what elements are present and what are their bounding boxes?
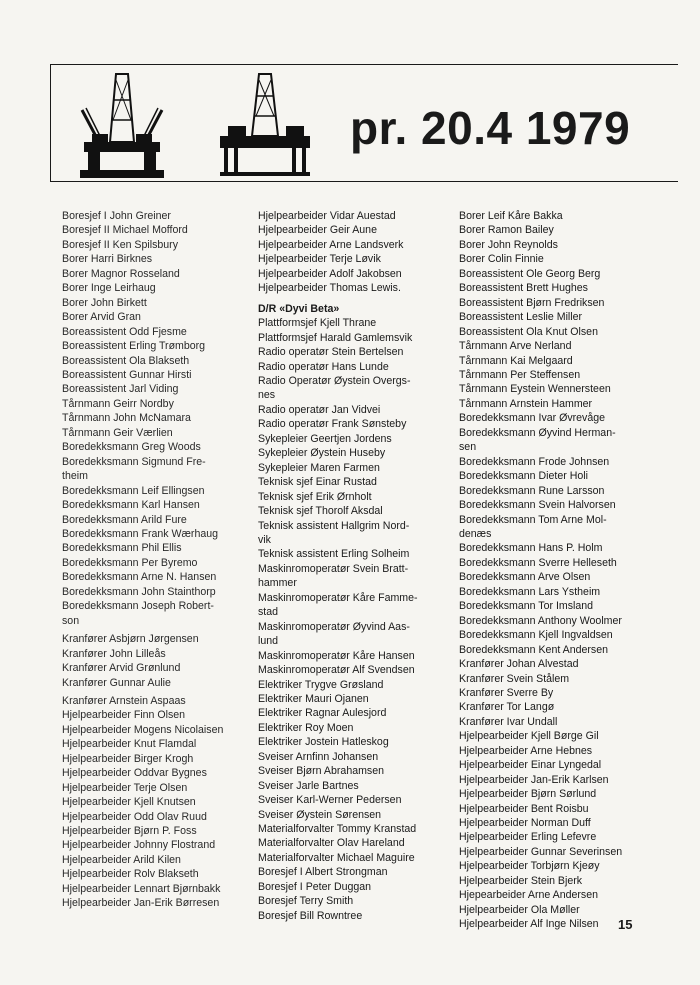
crew-line: hammer <box>258 577 297 590</box>
crew-line: Teknisk sjef Thorolf Aksdal <box>258 505 383 518</box>
crew-line: Teknisk assistent Erling Solheim <box>258 548 410 561</box>
crew-line: Boresjef I Peter Duggan <box>258 880 372 893</box>
crew-line: denæs <box>459 527 492 540</box>
crew-line: Borer Ramon Bailey <box>459 224 554 237</box>
crew-line: Hjelpearbeider Bjørn P. Foss <box>62 825 197 838</box>
crew-line: Kranfører Asbjørn Jørgensen <box>62 633 199 646</box>
crew-line: Hjelpearbeider Finn Olsen <box>62 709 186 722</box>
crew-line: Hjelpearbeider Terje Løvik <box>258 253 381 266</box>
crew-line: vik <box>258 533 271 546</box>
crew-line: Hjelpearbeider Norman Duff <box>459 817 591 830</box>
crew-line: Tårnmann Geirr Nordby <box>62 397 174 410</box>
crew-line: Borer John Reynolds <box>459 238 558 251</box>
crew-line: Boresjef Terry Smith <box>258 895 354 908</box>
crew-line: Radio Operatør Øystein Overgs- <box>258 374 411 387</box>
crew-line: Boreassistent Gunnar Hirsti <box>62 368 192 381</box>
crew-line: Borer Colin Finnie <box>459 253 544 266</box>
crew-line: Hjelpearbeider Arne Hebnes <box>459 744 593 757</box>
crew-line: Hjelpearbeider Thomas Lewis. <box>258 282 401 295</box>
crew-line: Boredekksmann Frode Johnsen <box>459 455 610 468</box>
crew-line: Boredekksmann Svein Halvorsen <box>459 499 616 512</box>
crew-line: Kranfører Ivar Undall <box>459 715 558 728</box>
crew-line: Hjelpearbeider Bent Roisbu <box>459 802 589 815</box>
crew-list-continued <box>258 209 448 296</box>
crew-line: Teknisk sjef Einar Rustad <box>258 476 377 489</box>
crew-line: Radio operatør Hans Lunde <box>258 360 389 373</box>
crew-line: Kranfører Arvid Grønlund <box>62 662 181 675</box>
crew-line: Boredekksmann Karl Hansen <box>62 499 200 512</box>
crew-line: Elektriker Jostein Hatleskog <box>258 736 389 749</box>
crew-line: Hjelpearbeider Birger Krogh <box>62 752 194 765</box>
crew-line: Hjelpearbeider Jan-Erik Karlsen <box>459 773 609 786</box>
crew-line: Tårnmann Eystein Wennersteen <box>459 383 611 396</box>
crew-line: Boreassistent Ole Georg Berg <box>459 267 601 280</box>
crew-line: Borer Arvid Gran <box>62 311 141 324</box>
crew-line: Tårnmann Arve Nerland <box>459 340 572 353</box>
crew-line: Hjelpearbeider Arne Landsverk <box>258 238 404 251</box>
crew-line: Hjelpearbeider Oddvar Bygnes <box>62 767 207 780</box>
crew-line: Boredekksmann Arild Fure <box>62 513 187 526</box>
crew-line: Boredekksmann Tom Arne Mol- <box>459 513 607 526</box>
crew-line: Sykepleier Geertjen Jordens <box>258 432 392 445</box>
crew-line: Boresjef I John Greiner <box>62 210 171 222</box>
crew-line: Boredekksmann Lars Ystheim <box>459 585 601 598</box>
crew-line: Hjelpearbeider Rolv Blakseth <box>62 868 199 881</box>
crew-line: Borer Inge Leirhaug <box>62 282 156 295</box>
crew-line: Boreassistent Jarl Viding <box>62 383 179 396</box>
crew-line: Borer Leif Kåre Bakka <box>459 210 563 222</box>
crew-line: Boreassistent Ola Knut Olsen <box>459 325 598 338</box>
crew-line: Boresjef I Albert Strongman <box>258 866 388 879</box>
semi-submersible-rig-icon <box>72 70 172 180</box>
crew-line: Tårnmann Arnstein Hammer <box>459 397 593 410</box>
crew-line: Hjepearbeider Arne Andersen <box>459 889 598 902</box>
crew-column-2 <box>258 209 448 923</box>
crew-line: Tårnmann Kai Melgaard <box>459 354 573 367</box>
crew-line: Kranfører Tor Langø <box>459 701 555 714</box>
crew-line: Materialforvalter Tommy Kranstad <box>258 823 417 836</box>
crew-line: Sykepleier Maren Farmen <box>258 461 380 474</box>
crew-line: Boresjef II Michael Mofford <box>62 224 188 237</box>
crew-line: Boresjef II Ken Spilsbury <box>62 238 178 251</box>
crew-line: Hjelpearbeider Torbjørn Kjeøy <box>459 860 600 873</box>
crew-line: Hjelpearbeider Arild Kilen <box>62 853 181 866</box>
crew-line: Hjelpearbeider Terje Olsen <box>62 781 188 794</box>
crew-line: son <box>62 614 80 627</box>
crew-line: Teknisk assistent Hallgrim Nord- <box>258 519 410 532</box>
crew-line: Elektriker Roy Moen <box>258 721 354 734</box>
crew-line: Maskinromoperatør Øyvind Aas- <box>258 620 410 633</box>
crew-line: Radio operatør Frank Sønsteby <box>258 418 407 431</box>
crew-line: Boredekksmann Greg Woods <box>62 441 201 454</box>
crew-line: Boreassistent Ola Blakseth <box>62 354 190 367</box>
crew-line: Boredekksmann Kent Andersen <box>459 643 608 656</box>
crew-line: Kranfører Arnstein Aspaas <box>62 694 186 707</box>
section-heading-dyvi-beta: D/R «Dyvi Beta» <box>258 302 340 315</box>
crew-list-dyvi-beta <box>258 316 448 923</box>
crew-line: Boredekksmann Dieter Holi <box>459 470 588 483</box>
crew-line: Kranfører John Lilleås <box>62 647 166 660</box>
crew-line: Boredekksmann Øyvind Herman- <box>459 426 616 439</box>
crew-line: Boredekksmann Tor Imsland <box>459 600 594 613</box>
crew-line: Boredekksmann Anthony Woolmer <box>459 614 622 627</box>
crew-line: Maskinromoperatør Alf Svendsen <box>258 664 415 677</box>
crew-line: Materialforvalter Michael Maguire <box>258 851 415 864</box>
crew-line: Materialforvalter Olav Hareland <box>258 837 405 850</box>
crew-line: Boredekksmann John Stainthorp <box>62 585 216 598</box>
crew-line: nes <box>258 389 276 402</box>
crew-line: Hjelpearbeider Erling Lefevre <box>459 831 597 844</box>
crew-line: Boredekksmann Ivar Øvrevåge <box>459 412 606 425</box>
crew-line: Hjelpearbeider Jan-Erik Børresen <box>62 897 220 910</box>
crew-line: Boredekksmann Rune Larsson <box>459 484 605 497</box>
crew-line: Radio operatør Jan Vidvei <box>258 403 381 416</box>
crew-line: Kranfører Gunnar Aulie <box>62 676 171 689</box>
crew-line: Hjelpearbeider Kjell Knutsen <box>62 796 196 809</box>
crew-line: Sykepleier Øystein Huseby <box>258 447 386 460</box>
crew-line: Kranfører Sverre By <box>459 686 554 699</box>
crew-line: Maskinromoperatør Svein Bratt- <box>258 562 409 575</box>
crew-line: Borer Magnor Rosseland <box>62 267 180 280</box>
crew-line: Hjelpearbeider Gunnar Severinsen <box>459 845 623 858</box>
crew-line: theim <box>62 470 88 483</box>
crew-line: Boredekksmann Joseph Robert- <box>62 600 214 613</box>
crew-line: sen <box>459 441 477 454</box>
crew-line: Kranfører Johan Alvestad <box>459 658 579 671</box>
crew-line: Hjelpearbeider Mogens Nicolaisen <box>62 723 224 736</box>
crew-line: Maskinromoperatør Kåre Famme- <box>258 591 418 604</box>
crew-line: Boredekksmann Leif Ellingsen <box>62 484 205 497</box>
drilling-rig-icon <box>210 70 320 180</box>
crew-line: Radio operatør Stein Bertelsen <box>258 346 404 359</box>
crew-line: Boreassistent Bjørn Fredriksen <box>459 296 605 309</box>
crew-line: Boredekksmann Hans P. Holm <box>459 542 603 555</box>
crew-line: Tårnmann John McNamara <box>62 412 191 425</box>
crew-line: Boredekksmann Phil Ellis <box>62 542 182 555</box>
page-title: pr. 20.4 1979 <box>350 102 631 154</box>
crew-column-3 <box>459 209 649 932</box>
crew-line: Boredekksmann Frank Wærhaug <box>62 527 219 540</box>
crew-line: Boreassistent Leslie Miller <box>459 311 583 324</box>
crew-line: Hjelpearbeider Lennart Bjørnbakk <box>62 882 221 895</box>
crew-line: Sveiser Øystein Sørensen <box>258 808 382 821</box>
crew-line: Hjelpearbeider Bjørn Sørlund <box>459 788 597 801</box>
crew-line: Borer John Birkett <box>62 296 147 309</box>
crew-line: Sveiser Bjørn Abrahamsen <box>258 765 385 778</box>
crew-column-1 <box>62 209 242 911</box>
crew-line: Hjelpearbeider Einar Lyngedal <box>459 759 602 772</box>
crew-line: Hjelpearbeider Knut Flamdal <box>62 738 197 751</box>
crew-line: Boredekksmann Sverre Helleseth <box>459 556 617 569</box>
page-number: 15 <box>618 917 633 932</box>
crew-line: Kranfører Svein Stålem <box>459 672 570 685</box>
crew-line: Elektriker Trygve Grøsland <box>258 678 384 691</box>
crew-line: Sveiser Karl-Werner Pedersen <box>258 794 402 807</box>
crew-line: Boreassistent Odd Fjesme <box>62 325 187 338</box>
crew-line: Plattformsjef Kjell Thrane <box>258 317 377 330</box>
crew-line: Maskinromoperatør Kåre Hansen <box>258 649 415 662</box>
crew-line: Boresjef Bill Rowntree <box>258 909 363 922</box>
crew-line: Hjelpearbeider Ola Møller <box>459 903 580 916</box>
crew-line: Hjelpearbeider Adolf Jakobsen <box>258 267 402 280</box>
crew-line: Plattformsjef Harald Gamlemsvik <box>258 331 413 344</box>
crew-line: Hjelpearbeider Odd Olav Ruud <box>62 810 207 823</box>
crew-line: Hjelpearbeider Geir Aune <box>258 224 377 237</box>
crew-line: Tårnmann Per Steffensen <box>459 368 581 381</box>
crew-line: Boredekksmann Kjell Ingvaldsen <box>459 629 613 642</box>
crew-line: stad <box>258 606 279 619</box>
crew-line: Teknisk sjef Erik Ørnholt <box>258 490 372 503</box>
crew-line: Hjelpearbeider Stein Bjerk <box>459 874 583 887</box>
crew-line: Boreassistent Erling Trømborg <box>62 340 206 353</box>
crew-line: Boredekksmann Sigmund Fre- <box>62 455 206 468</box>
crew-line: lund <box>258 635 279 648</box>
crew-line: Elektriker Mauri Ojanen <box>258 692 369 705</box>
crew-line: Hjelpearbeider Kjell Børge Gil <box>459 730 599 743</box>
crew-line: Sveiser Jarle Bartnes <box>258 779 359 792</box>
crew-line: Sveiser Arnfinn Johansen <box>258 750 379 763</box>
crew-line: Boredekksmann Arne N. Hansen <box>62 571 217 584</box>
crew-line: Hjelpearbeider Johnny Flostrand <box>62 839 216 852</box>
crew-line: Tårnmann Geir Værlien <box>62 426 173 439</box>
crew-line: Hjelpearbeider Alf Inge Nilsen <box>459 918 599 931</box>
crew-line: Elektriker Ragnar Aulesjord <box>258 707 387 720</box>
crew-line: Boredekksmann Per Byremo <box>62 556 198 569</box>
crew-line: Hjelpearbeider Vidar Auestad <box>258 210 396 222</box>
crew-line: Borer Harri Birknes <box>62 253 153 266</box>
crew-line: Boredekksmann Arve Olsen <box>459 571 591 584</box>
crew-line: Boreassistent Brett Hughes <box>459 282 588 295</box>
